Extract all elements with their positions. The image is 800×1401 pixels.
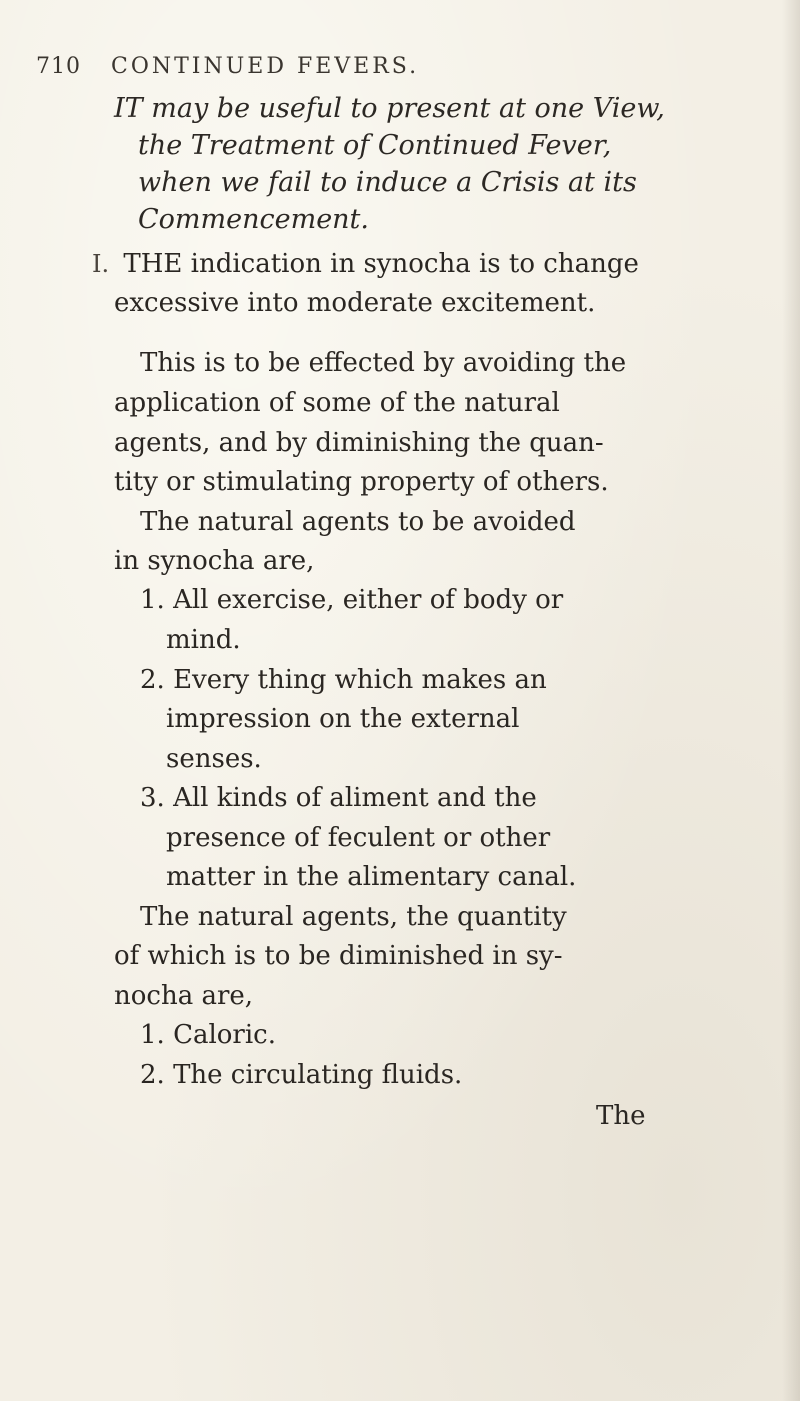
list-item: 1. All exercise, either of body or [140, 585, 564, 615]
text-line: This is to be effected by avoiding the [140, 348, 627, 378]
running-title: CONTINUED FEVERS. [111, 54, 420, 79]
text-line: The natural agents to be avoided [140, 507, 576, 537]
text-line: The natural agents, the quantity [140, 902, 567, 932]
catchword: The [596, 1101, 646, 1131]
running-header [36, 54, 419, 79]
list-item: 3. All kinds of aliment and the [140, 783, 537, 813]
page-number: 710 [36, 54, 81, 79]
list-item: 2. The circulating fluids. [140, 1060, 463, 1090]
heading-line: IT may be useful to present at one View, [114, 93, 665, 124]
list-item-continuation: senses. [166, 744, 262, 774]
list-item: 2. Every thing which makes an [140, 665, 547, 695]
text-line: agents, and by diminishing the quan- [114, 428, 604, 458]
list-item: 1. Caloric. [140, 1020, 277, 1050]
text-line: in synocha are, [114, 546, 315, 576]
list-item-continuation: matter in the alimentary canal. [166, 862, 577, 892]
list-item-continuation: impression on the external [166, 704, 520, 734]
paragraph-first-line: I. THE indication in synocha is to change [92, 249, 639, 279]
text-line: of which is to be diminished in sy- [114, 941, 563, 971]
text-line: excessive into moderate excitement. [114, 288, 596, 318]
text-line: application of some of the natural [114, 388, 560, 418]
list-item-continuation: presence of feculent or other [166, 823, 551, 853]
section-heading [114, 90, 794, 238]
section-mark: I. [92, 250, 110, 278]
heading-line: Commencement. [138, 204, 369, 235]
list-item-continuation: mind. [166, 625, 241, 655]
heading-line: when we fail to induce a Crisis at its [138, 167, 637, 198]
text-line: tity or stimulating property of others. [114, 467, 609, 497]
text-line: nocha are, [114, 981, 254, 1011]
heading-line: the Treatment of Continued Fever, [138, 130, 612, 161]
